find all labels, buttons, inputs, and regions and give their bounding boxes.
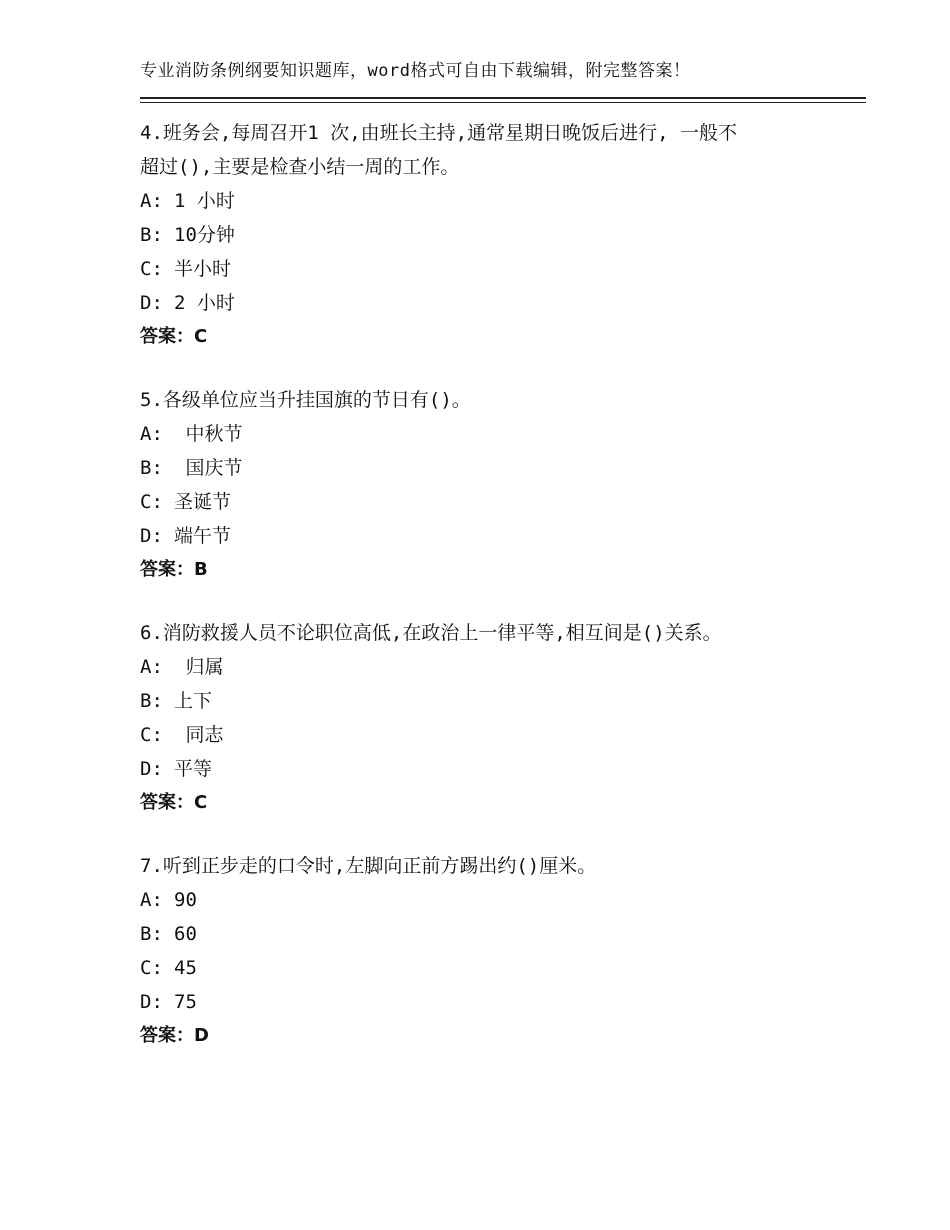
option-d [140, 519, 820, 553]
option-c [140, 485, 820, 519]
option-text: 端午节 [174, 525, 232, 547]
answer-label: 答案：C [140, 326, 208, 347]
option-a [140, 650, 820, 684]
option-b [140, 917, 820, 951]
header-rule-thick [140, 97, 866, 99]
question-stem-line: 7.听到正步走的口令时,左脚向正前方踢出约()厘米。 [140, 855, 597, 877]
option-letter: D: [140, 991, 163, 1013]
option-text: 中秋节 [174, 423, 243, 445]
question-list [140, 116, 820, 1082]
option-text: 75 [174, 991, 197, 1013]
answer-label: 答案：D [140, 1025, 209, 1046]
option-d [140, 286, 820, 320]
option-letter: A: [140, 423, 163, 445]
option-a [140, 417, 820, 451]
answer-label: 答案：C [140, 792, 208, 813]
option-letter: B: [140, 690, 163, 712]
question-5 [140, 383, 820, 587]
question-4 [140, 116, 820, 354]
option-c [140, 718, 820, 752]
option-letter: B: [140, 457, 163, 479]
option-b [140, 218, 820, 252]
option-letter: A: [140, 656, 163, 678]
option-text: 归属 [174, 656, 224, 678]
option-text: 平等 [174, 758, 213, 780]
option-d [140, 752, 820, 786]
question-6 [140, 616, 820, 820]
option-text: 上下 [174, 690, 213, 712]
question-stem-line: 超过(),主要是检查小结一周的工作。 [140, 156, 460, 178]
question-stem-line: 6.消防救援人员不论职位高低,在政治上一律平等,相互间是()关系。 [140, 622, 722, 644]
option-text: 2 小时 [174, 292, 235, 314]
option-letter: A: [140, 889, 163, 911]
option-letter: C: [140, 724, 163, 746]
question-stem-line: 5.各级单位应当升挂国旗的节日有()。 [140, 389, 471, 411]
option-text: 圣诞节 [174, 491, 232, 513]
option-letter: C: [140, 491, 163, 513]
option-letter: D: [140, 758, 163, 780]
option-letter: B: [140, 923, 163, 945]
option-letter: D: [140, 292, 163, 314]
option-letter: C: [140, 957, 163, 979]
option-b [140, 684, 820, 718]
option-c [140, 951, 820, 985]
option-text: 半小时 [174, 258, 232, 280]
option-c [140, 252, 820, 286]
question-stem-line: 4.班务会,每周召开1 次,由班长主持,通常星期日晚饭后进行, 一般不 [140, 122, 737, 144]
option-d [140, 985, 820, 1019]
option-letter: C: [140, 258, 163, 280]
answer-label: 答案：B [140, 559, 208, 580]
option-text: 45 [174, 957, 197, 979]
option-b [140, 451, 820, 485]
option-text: 国庆节 [174, 457, 243, 479]
document-header: 专业消防条例纲要知识题库，word格式可自由下载编辑，附完整答案！ [140, 61, 691, 81]
option-letter: D: [140, 525, 163, 547]
option-text: 90 [174, 889, 197, 911]
option-a [140, 883, 820, 917]
option-text: 10分钟 [174, 224, 235, 246]
option-letter: B: [140, 224, 163, 246]
option-letter: A: [140, 190, 163, 212]
option-a [140, 184, 820, 218]
option-text: 同志 [174, 724, 224, 746]
question-7 [140, 849, 820, 1053]
header-rule-thin [140, 102, 866, 103]
option-text: 1 小时 [174, 190, 235, 212]
option-text: 60 [174, 923, 197, 945]
